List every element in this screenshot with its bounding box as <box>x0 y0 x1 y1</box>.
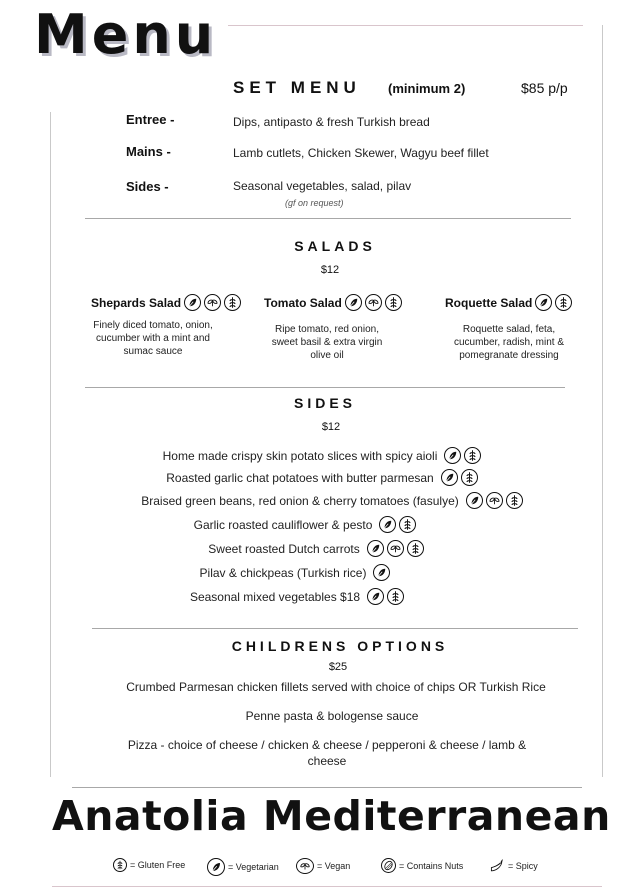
salad-name-label: Shepards Salad <box>91 295 182 310</box>
side-item <box>32 492 632 509</box>
set-menu-title: SET MENU <box>233 78 361 97</box>
divider-3 <box>92 628 578 629</box>
salad-desc-shepards: Finely diced tomato, onion, cucumber with a mint and sumac sauce <box>93 320 213 357</box>
vegetarian-icon <box>373 564 390 581</box>
side-item-text: Home made crispy skin potato slices with spicy aioli <box>162 448 438 463</box>
side-item <box>22 469 622 486</box>
salads-price: $12 <box>320 264 340 276</box>
sides-text: Seasonal vegetables, salad, pilav <box>233 179 412 193</box>
top-border <box>228 25 583 26</box>
divider-2 <box>85 387 565 388</box>
vegetarian-icon <box>444 447 461 464</box>
set-menu-minimum: (minimum 2) <box>388 81 466 96</box>
side-item-text: Roasted garlic chat potatoes with butter parmesan <box>166 470 434 485</box>
legend-item <box>296 858 350 874</box>
restaurant-name: Anatolia Mediterranean <box>52 792 611 840</box>
frame-left <box>50 112 51 777</box>
side-item-text: Braised green beans, red onion & cherry tomatoes (fasulye) <box>141 493 459 508</box>
sides-title: SIDES <box>293 395 356 411</box>
legend-item <box>207 858 279 876</box>
vegan-icon <box>486 492 503 509</box>
legend-label: = Vegan <box>317 861 351 871</box>
menu-title: Menu <box>34 3 218 66</box>
childrens-item: Penne pasta & bologense sauce <box>245 709 419 723</box>
legend-item <box>489 858 538 874</box>
sides-price: $12 <box>321 421 341 433</box>
vegetarian-icon <box>367 540 384 557</box>
divider-1 <box>85 218 571 219</box>
frame-bottom <box>72 787 582 788</box>
gluten-free-icon <box>407 540 424 557</box>
mains-label: Mains - <box>126 144 171 159</box>
vegan-icon <box>296 858 314 874</box>
entree-label: Entree - <box>126 112 175 127</box>
gluten-free-icon <box>464 447 481 464</box>
childrens-item: Crumbed Parmesan chicken fillets served with choice of chips OR Turkish Rice <box>126 680 546 694</box>
side-item <box>22 447 622 464</box>
salad-name-roquette <box>445 294 572 311</box>
side-item <box>0 588 597 605</box>
gluten-free-icon <box>113 858 127 872</box>
childrens-item: Pizza - choice of cheese / chicken & cheese / pepperoni & cheese / lamb & cheese <box>127 738 527 768</box>
side-item <box>16 540 616 557</box>
salad-name-label: Tomato Salad <box>264 295 342 310</box>
vegetarian-icon <box>367 588 384 605</box>
spicy-icon <box>489 858 505 874</box>
contains-nuts-icon <box>381 858 396 873</box>
side-item-text: Sweet roasted Dutch carrots <box>208 541 360 556</box>
frame-right <box>602 25 603 777</box>
side-item <box>0 564 595 581</box>
gf-note: (gf on request) <box>285 198 344 208</box>
vegetarian-icon <box>535 294 552 311</box>
vegan-icon <box>365 294 382 311</box>
vegetarian-icon <box>207 858 225 876</box>
side-item-text: Garlic roasted cauliflower & pesto <box>193 517 373 532</box>
salad-name-shepards <box>91 294 241 311</box>
gluten-free-icon <box>506 492 523 509</box>
vegetarian-icon <box>379 516 396 533</box>
vegetarian-icon <box>345 294 362 311</box>
childrens-price: $25 <box>328 661 348 673</box>
entree-text: Dips, antipasto & fresh Turkish bread <box>233 115 430 129</box>
vegan-icon <box>204 294 221 311</box>
side-item <box>5 516 605 533</box>
gluten-free-icon <box>385 294 402 311</box>
salad-name-label: Roquette Salad <box>445 295 533 310</box>
childrens-title: CHILDRENS OPTIONS <box>231 638 449 654</box>
vegetarian-icon <box>466 492 483 509</box>
side-item-text: Seasonal mixed vegetables $18 <box>189 589 361 604</box>
salad-desc-roquette: Roquette salad, feta, cucumber, radish, mint & pomegranate dressing <box>453 324 565 361</box>
salads-title: SALADS <box>294 238 376 254</box>
legend-label: = Spicy <box>508 861 538 871</box>
gluten-free-icon <box>399 516 416 533</box>
bottom-border <box>52 886 602 887</box>
gluten-free-icon <box>555 294 572 311</box>
legend-label: = Contains Nuts <box>399 860 464 871</box>
legend-item <box>113 858 185 872</box>
vegan-icon <box>387 540 404 557</box>
mains-text: Lamb cutlets, Chicken Skewer, Wagyu beef fillet <box>233 146 489 160</box>
gluten-free-icon <box>387 588 404 605</box>
set-menu-price: $85 p/p <box>521 80 568 96</box>
legend-item <box>381 858 463 873</box>
gluten-free-icon <box>224 294 241 311</box>
salad-desc-tomato: Ripe tomato, red onion, sweet basil & extra virgin olive oil <box>271 324 383 361</box>
gluten-free-icon <box>461 469 478 486</box>
salad-name-tomato <box>264 294 402 311</box>
side-item-text: Pilav & chickpeas (Turkish rice) <box>199 565 367 580</box>
sides-label: Sides - <box>126 179 169 194</box>
vegetarian-icon <box>184 294 201 311</box>
legend-label: = Gluten Free <box>130 860 186 870</box>
legend-label: = Vegetarian <box>228 862 279 872</box>
vegetarian-icon <box>441 469 458 486</box>
